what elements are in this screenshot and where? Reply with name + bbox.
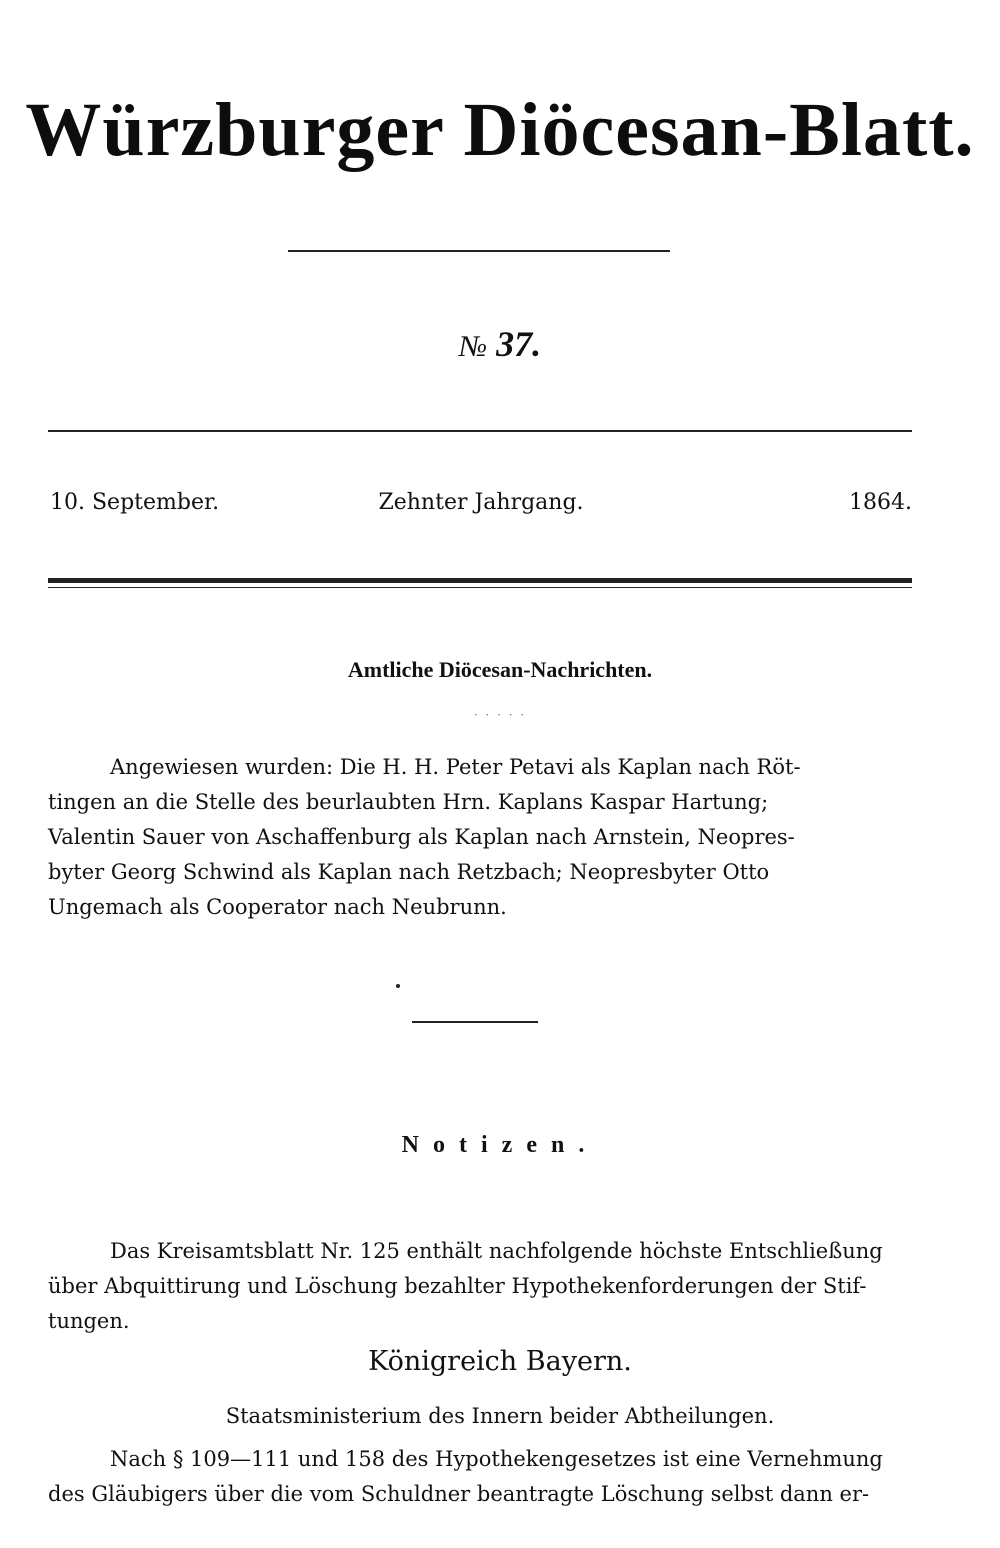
notices-heading: Notizen. — [401, 1132, 599, 1158]
kingdom-heading: Königreich Bayern. — [368, 1346, 632, 1377]
section-divider — [412, 1021, 538, 1023]
dateline-thin-rule — [48, 587, 912, 588]
dateline-thick-rule — [48, 578, 912, 583]
issue-divider — [48, 430, 912, 432]
notices-body-line: Nach § 109—111 und 158 des Hypothekengesetzes ist eine Vernehmung — [110, 1447, 883, 1471]
ministry-heading: Staatsministerium des Innern beider Abtheilungen. — [225, 1404, 775, 1428]
heading-ornament: · · · · · — [473, 708, 527, 722]
issue-number-value: 37. — [496, 324, 542, 364]
notices-intro-line: über Abquittirung und Löschung bezahlter Hypothekenforderungen der Stif- — [48, 1274, 867, 1298]
masthead-title: Würzburger Diöcesan-Blatt. — [25, 88, 975, 172]
official-news-paragraph — [48, 750, 910, 925]
issue-number — [0, 326, 1000, 362]
official-news-line: Angewiesen wurden: Die H. H. Peter Petavi als Kaplan nach Röt- — [110, 755, 801, 779]
notices-intro-line: tungen. — [48, 1309, 130, 1333]
dateline — [50, 490, 912, 526]
notices-body-line: des Gläubigers über die vom Schuldner beantragte Löschung selbst dann er- — [48, 1482, 870, 1506]
notices-intro-paragraph — [48, 1234, 910, 1339]
official-news-line: Valentin Sauer von Aschaffenburg als Kaplan nach Arnstein, Neopres- — [48, 825, 795, 849]
issue-date: 10. September. — [50, 490, 220, 515]
notices-intro-line: Das Kreisamtsblatt Nr. 125 enthält nachfolgende höchste Entschließung — [110, 1239, 883, 1263]
masthead-divider — [288, 250, 670, 252]
issue-volume: Zehnter Jahrgang. — [378, 490, 584, 515]
official-news-line: Ungemach als Cooperator nach Neubrunn. — [48, 895, 507, 919]
stray-mark — [396, 984, 400, 988]
official-news-heading: Amtliche Diöcesan-Nachrichten. — [347, 657, 653, 682]
notices-body-paragraph — [48, 1442, 910, 1512]
issue-number-prefix: № — [458, 330, 488, 363]
official-news-line: byter Georg Schwind als Kaplan nach Retzbach; Neopresbyter Otto — [48, 860, 770, 884]
official-news-line: tingen an die Stelle des beurlaubten Hrn. Kaplans Kaspar Hartung; — [48, 790, 769, 814]
issue-year: 1864. — [849, 490, 912, 515]
